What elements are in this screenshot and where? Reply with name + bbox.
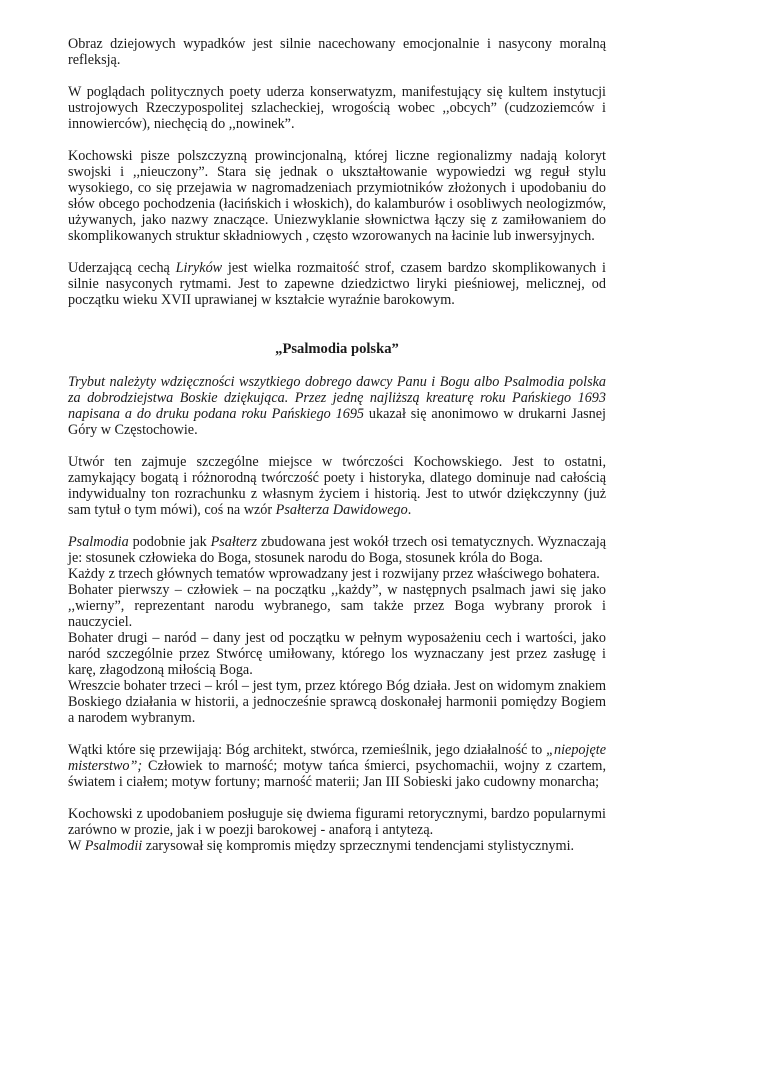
psalmodii-italic: Psalmodii <box>84 838 143 854</box>
motifs-before: Wątki które się przewijają: Bóg architekt, stwórca, rzemieślnik, jego działalność to <box>68 742 547 758</box>
paragraph-hero-nation: Bohater drugi – naród – dany jest od początku w pełnym wyposażeniu cech i wartości, jako naród szczególnie przez Stwórcę umiłowany, którego los wyznaczany jest przez zasługę i karę, złagodzoną miłością Boga. <box>68 630 606 678</box>
paragraph-hero-king: Wreszcie bohater trzeci – król – jest tym, przez którego Bóg działa. Jest on widomym znakiem Boskiego działania w historii, a jednocześnie sprawcą doskonałej harmonii pomiędzy Bogiem a narodem wybranym. <box>68 678 606 726</box>
work-place-before: Utwór ten zajmuje szczególne miejsce w twórczości Kochowskiego. Jest to ostatni, zamykający bogatą i różnorodną twórczość poety i historyka, dlatego dominuje nad całością indywidualny ton rozrachunku z własnym życiem i historią. Jest to utwór dziękczynny (już sam tytuł o tym mówi), coś na wzór <box>68 454 606 518</box>
paragraph-lyrics-strophes <box>68 260 606 308</box>
paragraph-political-views: W poglądach politycznych poety uderza konserwatyzm, manifestujący się kultem instytucji ustrojowych Rzeczypospolitej szlacheckiej, wrogością wobec ,,obcych” (cudzoziemców i innowierców), niechęcią do ,,nowinek”. <box>68 84 606 132</box>
psalterz-italic: Psałterz <box>210 534 258 550</box>
paragraph-motifs <box>68 742 606 790</box>
psalter-italic: Psałterza Dawidowego <box>275 502 408 518</box>
motifs-italic: „niepojęte misterstwo”; <box>68 742 606 774</box>
paragraph-compromise <box>68 838 606 854</box>
work-place-after: . <box>407 502 412 518</box>
paragraph-full-title <box>68 374 606 438</box>
paragraph-language-style: Kochowski pisze polszczyzną prowincjonalną, której liczne regionalizmy nadają koloryt swojski i ,,nieuczony”. Stara się jednak o ukształtowanie wypowiedzi wg reguł stylu wysokiego, co się przejawia w nagromadzeniach przymiotników złożonych i upodobaniu do słów obcego pochodzenia (łacińskich i włoskich), do kalamburów i osobliwych neologizmów, używanych, jako nazwy znaczące. Uniezwyklanie słownictwa łączy się z zamiłowaniem do skomplikowanych struktur składniowych , często wzorowanych na łacinie lub inwersyjnych. <box>68 148 606 244</box>
document-page <box>68 36 606 854</box>
paragraph-rhetorical-figures: Kochowski z upodobaniem posługuje się dwiema figurami retorycznymi, bardzo popularnymi zarówno w prozie, jak i w poezji barokowej - anaforą i antytezą. <box>68 806 606 838</box>
lyrics-text-before: Uderzającą cechą <box>68 260 176 276</box>
paragraph-historical-events: Obraz dziejowych wypadków jest silnie nacechowany emocjonalnie i nasycony moralną refleksją. <box>68 36 606 68</box>
lyrics-text-after: jest wielka rozmaitość strof, czasem bardzo skomplikowanych i silnie nasyconych rytmami. Jest to zapewne dziedzictwo liryki pieśniowej, melicznej, od początku wieku XVII uprawianej w kształcie wyraźnie barokowym. <box>68 260 606 308</box>
full-title-italic: Trybut należyty wdzięczności wszytkiego dobrego dawcy Panu i Bogu albo Psalmodia polska za dobrodziejstwa Boskie dziękująca. Przez jednę najliższą kreaturę roku Pańskiego 1693 napisana a do druku podana roku Pańskiego 1695 <box>68 374 606 422</box>
compromise-before: W <box>68 838 85 854</box>
paragraph-work-place <box>68 454 606 518</box>
compromise-after: zarysował się kompromis między sprzecznymi tendencjami stylistycznymi. <box>142 838 575 854</box>
paragraph-three-themes: Każdy z trzech głównych tematów wprowadzany jest i rozwijany przez właściwego bohatera. <box>68 566 600 582</box>
psalmodia-italic: Psalmodia <box>68 534 129 550</box>
motifs-after: Człowiek to marność; motyw tańca śmierci, psychomachii, wojny z czartem, światem i ciałem; motyw fortuny; marność materii; Jan III Sobieski jako cudowny monarcha; <box>68 758 606 790</box>
axes-mid: podobnie jak <box>128 534 211 550</box>
lyrics-title-italic: Liryków <box>175 260 223 276</box>
axes-after: zbudowana jest wokół trzech osi tematycznych. Wyznaczają je: stosunek człowieka do Boga, stosunek narodu do Boga, stosunek króla do Boga. <box>68 534 606 566</box>
section-heading-psalmodia: „Psalmodia polska” <box>275 341 399 357</box>
paragraph-thematic-axes <box>68 534 606 566</box>
full-title-after: ukazał się anonimowo w drukarni Jasnej Góry w Częstochowie. <box>68 406 606 438</box>
paragraph-hero-man: Bohater pierwszy – człowiek – na początku ,,każdy”, w następnych psalmach jawi się jako ,,wierny”, reprezentant narodu wybranego, sam także przez Boga wybrany prorok i nauczyciel. <box>68 582 606 630</box>
